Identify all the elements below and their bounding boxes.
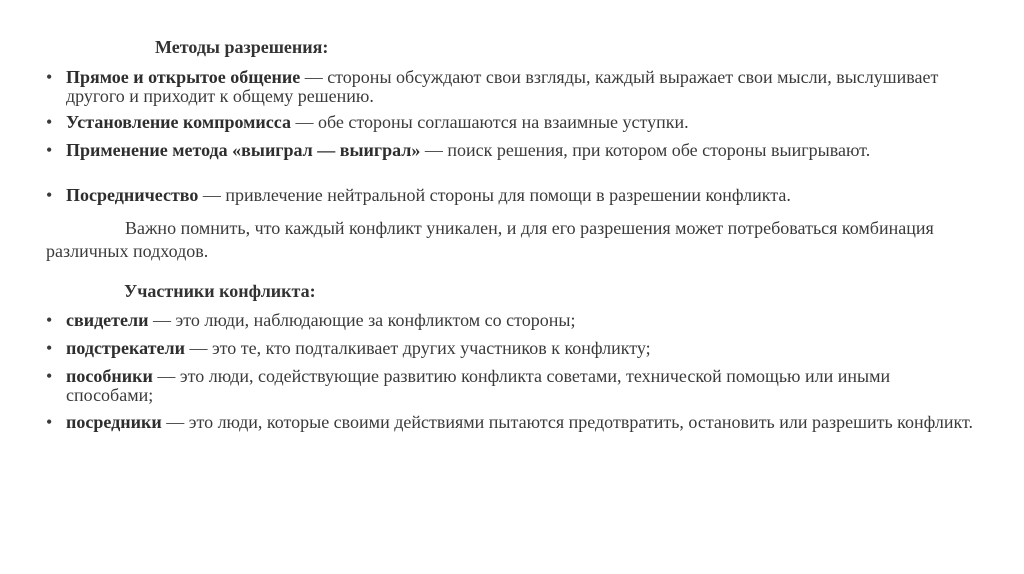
method-text [66, 68, 976, 106]
participant-desc: — это люди, которые своими действиями пытаются предотвратить, остановить или разрешить конфликт. [161, 412, 973, 432]
method-item-win-win [46, 141, 976, 160]
bullet-marker: • [46, 112, 53, 132]
methods-heading: Методы разрешения: [155, 37, 329, 57]
method-term: Прямое и открытое общение [66, 67, 301, 87]
method-desc: — обе стороны соглашаются на взаимные уступки. [290, 112, 689, 132]
participant-desc: — это те, кто подталкивает других участников к конфликту; [184, 338, 651, 358]
participant-text [66, 413, 976, 432]
participant-desc: — это люди, наблюдающие за конфликтом со стороны; [148, 310, 576, 330]
note-paragraph [46, 217, 986, 263]
bullet-marker: • [46, 338, 53, 358]
participants-heading: Участники конфликта: [124, 281, 316, 301]
participant-item-instigators [46, 339, 976, 358]
method-item-compromise [46, 113, 976, 132]
method-term: Применение метода «выиграл — выиграл» [66, 140, 421, 160]
participant-term: посредники [66, 412, 162, 432]
method-item-mediation [46, 186, 976, 205]
participant-item-mediators [46, 413, 976, 432]
participant-term: подстрекатели [66, 338, 185, 358]
method-item-direct-communication [46, 68, 976, 106]
participant-text [66, 367, 976, 405]
bullet-marker: • [46, 310, 53, 330]
participant-desc: — это люди, содействующие развитию конфликта советами, технической помощью или иными способами; [66, 366, 891, 405]
method-desc: — поиск решения, при котором обе стороны выигрывают. [420, 140, 871, 160]
method-desc: — стороны обсуждают свои взгляды, каждый выражает свои мысли, выслушивает другого и приходит к общему решению. [66, 67, 939, 106]
note-text: Важно помнить, что каждый конфликт уникален, и для его разрешения может потребоваться комбинация различных подходов. [46, 218, 934, 261]
participant-text [66, 311, 976, 330]
participant-text [66, 339, 976, 358]
participant-item-witnesses [46, 311, 976, 330]
method-text [66, 141, 976, 160]
method-desc: — привлечение нейтральной стороны для помощи в разрешении конфликта. [198, 185, 791, 205]
bullet-marker: • [46, 366, 53, 386]
bullet-marker: • [46, 140, 53, 160]
participant-item-accomplices [46, 367, 976, 405]
method-text [66, 186, 976, 205]
participant-term: свидетели [66, 310, 149, 330]
bullet-marker: • [46, 412, 53, 432]
method-term: Посредничество [66, 185, 199, 205]
bullet-marker: • [46, 185, 53, 205]
bullet-marker: • [46, 67, 53, 87]
method-term: Установление компромисса [66, 112, 291, 132]
participant-term: пособники [66, 366, 153, 386]
method-text [66, 113, 976, 132]
